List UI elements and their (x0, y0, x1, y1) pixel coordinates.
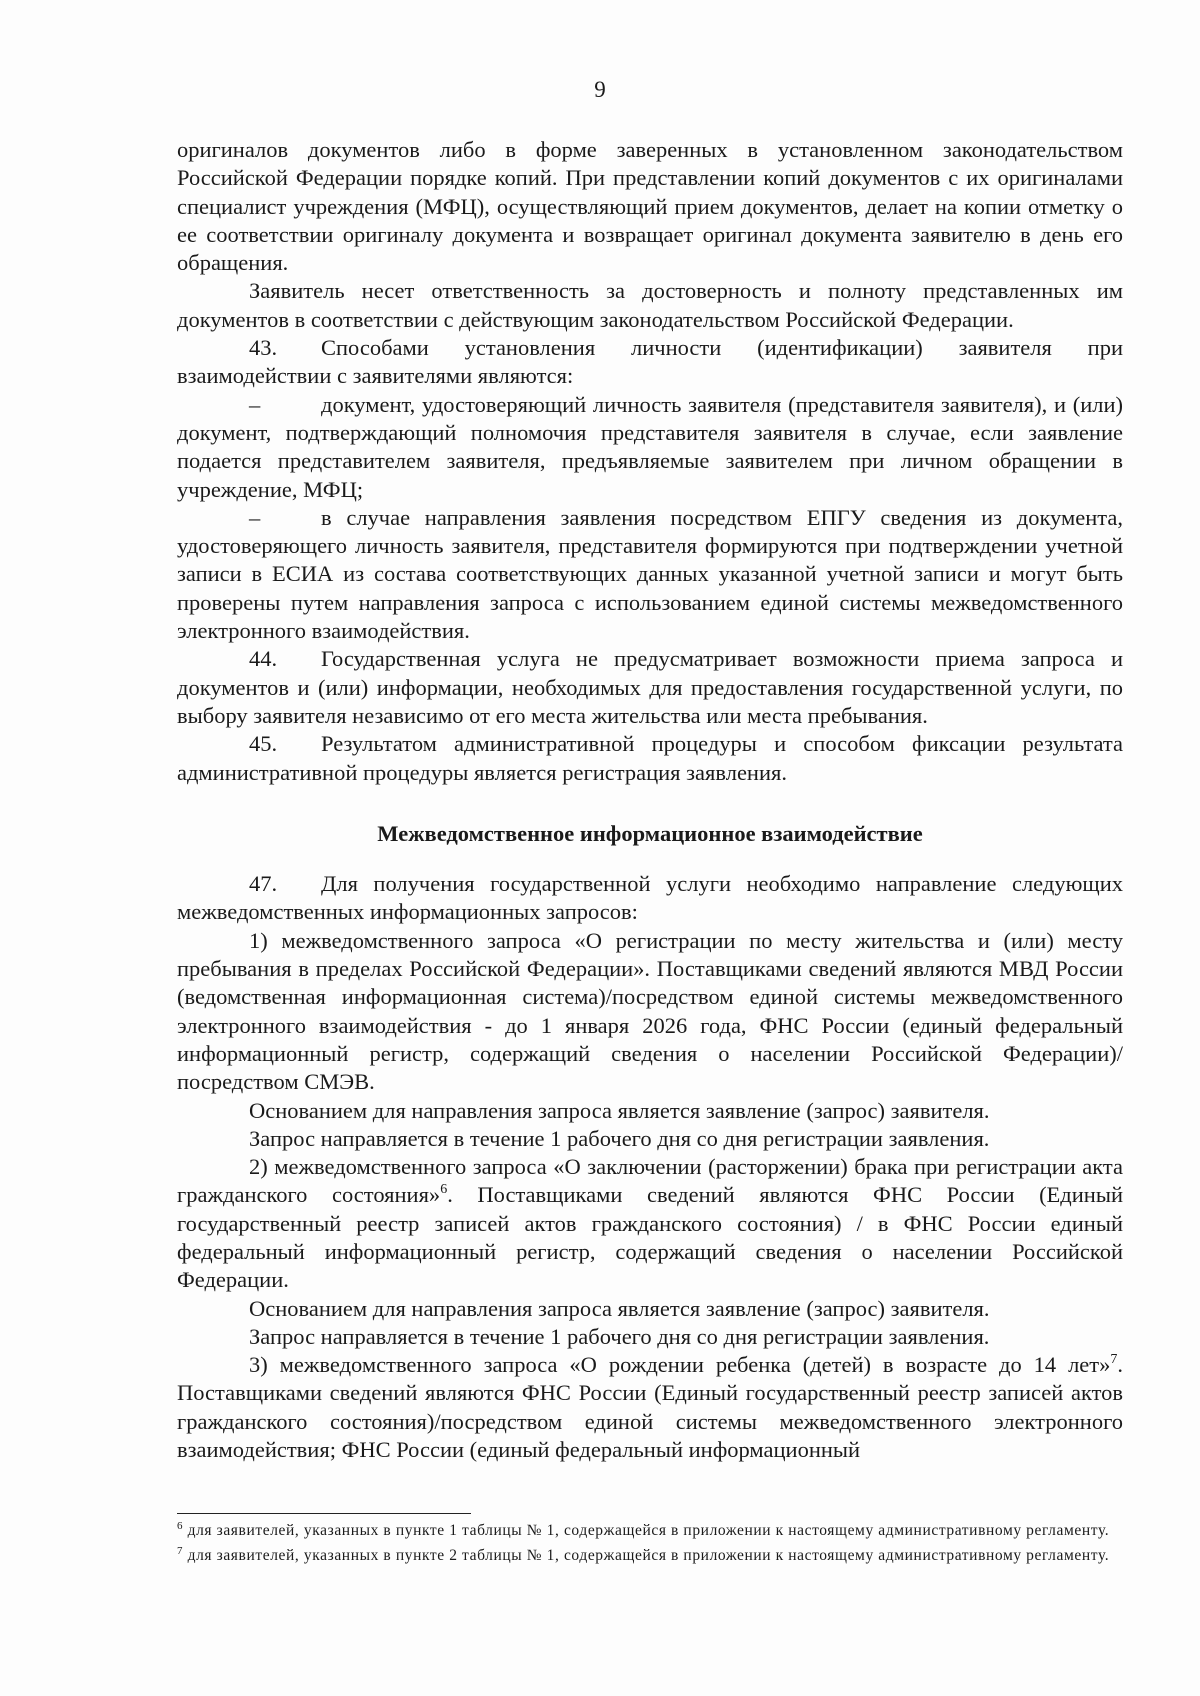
footnotes (177, 1521, 1123, 1570)
footnote-7 (177, 1546, 1123, 1567)
item-43 (177, 334, 1123, 391)
request-3-text (177, 1351, 1123, 1464)
paragraph-continuation: оригиналов документов либо в форме заверенных в установленном законодательством Российской Федерации порядке копий. При представлении копий документов с их оригиналами специалист учреждения (МФЦ), осуществляющий прием документов, делает на копии отметку о ее соответствии оригиналу документа и возвращает оригинал документа заявителю в день его обращения. (177, 137, 1123, 276)
footnote-mark: 7 (177, 1544, 184, 1557)
item-43-bullet (177, 391, 1123, 504)
paragraph-applicant-responsibility: Заявитель несет ответственность за достоверность и полноту представленных им документов в соответствии с действующим законодательством Российской Федерации. (177, 278, 1123, 332)
request-1-basis: Основанием для направления запроса является заявление (запрос) заявителя. (249, 1097, 990, 1123)
item-45 (177, 730, 1123, 787)
item-47-number: 47. (249, 871, 278, 897)
request-1-term: Запрос направляется в течение 1 рабочего дня со дня регистрации заявления. (249, 1125, 990, 1151)
request-2-term: Запрос направляется в течение 1 рабочего дня со дня регистрации заявления. (249, 1323, 990, 1349)
dash-bullet: – (249, 391, 261, 417)
request-2-basis: Основанием для направления запроса является заявление (запрос) заявителя. (249, 1295, 990, 1321)
item-43-bullet-text: в случае направления заявления посредством ЕПГУ сведения из документа, удостоверяющего личность заявителя, представителя формируются при подтверждении учетной записи в ЕСИА из состава соответствующих данных указанной учетной записи и могут быть проверены путем направления запроса с использованием единой системы межведомственного электронного взаимодействия. (177, 504, 1123, 644)
item-44-number: 44. (249, 646, 278, 672)
item-47 (177, 870, 1123, 927)
item-43-bullet (177, 504, 1123, 645)
item-43-bullet-text: документ, удостоверяющий личность заявителя (представителя заявителя), и (или) документ, подтверждающий полномочия представителя заявителя в случае, если заявление подается представителем заявителя, предъявляемые заявителем при личном обращении в учреждение, МФЦ; (177, 391, 1123, 502)
footnote-mark: 6 (177, 1520, 184, 1532)
item-45-text: Результатом административной процедуры и способом фиксации результата административной процедуры является регистрация заявления. (177, 731, 1123, 785)
request-1-text: 1) межведомственного запроса «О регистрации по месту жительства и (или) месту пребывания в пределах Российской Федерации». Поставщиками сведений являются МВД России (ведомственная информационная система)/посредством единой системы межведомственного электронного взаимодействия - до 1 января 2026 года, ФНС России (единый федеральный информационный регистр, содержащий сведения о населении Российской Федерации)/посредством СМЭВ. (177, 927, 1123, 1095)
request-3-text-start: 3) межведомственного запроса «О рождении ребенка (детей) в возрасте до 14 лет» (249, 1352, 1111, 1378)
item-44 (177, 645, 1123, 730)
footnote-separator (177, 1513, 471, 1514)
document-body (177, 136, 1123, 1464)
section-heading: Межведомственное информационное взаимодействие (377, 820, 923, 846)
item-43-number: 43. (249, 335, 278, 361)
footnote-6 (177, 1521, 1123, 1542)
request-2-text (177, 1153, 1123, 1294)
request-3-text-end: . Поставщиками сведений являются ФНС России (Единый государственный реестр записей актов гражданского состояния)/посредством единой системы межведомственного электронного взаимодействия; ФНС России (единый федеральный информационный (177, 1352, 1123, 1463)
footnote-ref-7[interactable]: 7 (1110, 1352, 1118, 1368)
page-number: 9 (594, 77, 606, 102)
request-2-text-end: . Поставщиками сведений являются ФНС России (Единый государственный реестр записей актов гражданского состояния) / в ФНС России единый федеральный информационный регистр, содержащий сведения о населении Российской Федерации. (177, 1182, 1123, 1293)
footnote-text: для заявителей, указанных в пункте 2 таблицы № 1, содержащейся в приложении к настоящему административному регламенту. (183, 1546, 1110, 1564)
item-43-text: Способами установления личности (идентификации) заявителя при взаимодействии с заявителями являются: (177, 335, 1123, 389)
request-2-text-start: 2) межведомственного запроса «О заключении (расторжении) брака при регистрации акта гражданского состояния» (177, 1154, 1123, 1208)
item-45-number: 45. (249, 731, 278, 757)
dash-bullet: – (249, 504, 261, 530)
item-47-text: Для получения государственной услуги необходимо направление следующих межведомственных информационных запросов: (177, 871, 1123, 925)
item-44-text: Государственная услуга не предусматривает возможности приема запроса и документов и (или) информации, необходимых для предоставления государственной услуги, по выбору заявителя независимо от его места жительства или места пребывания. (177, 646, 1123, 728)
footnote-ref-6[interactable]: 6 (440, 1182, 448, 1198)
footnote-text: для заявителей, указанных в пункте 1 таблицы № 1, содержащейся в приложении к настоящему административному регламенту. (183, 1522, 1110, 1539)
